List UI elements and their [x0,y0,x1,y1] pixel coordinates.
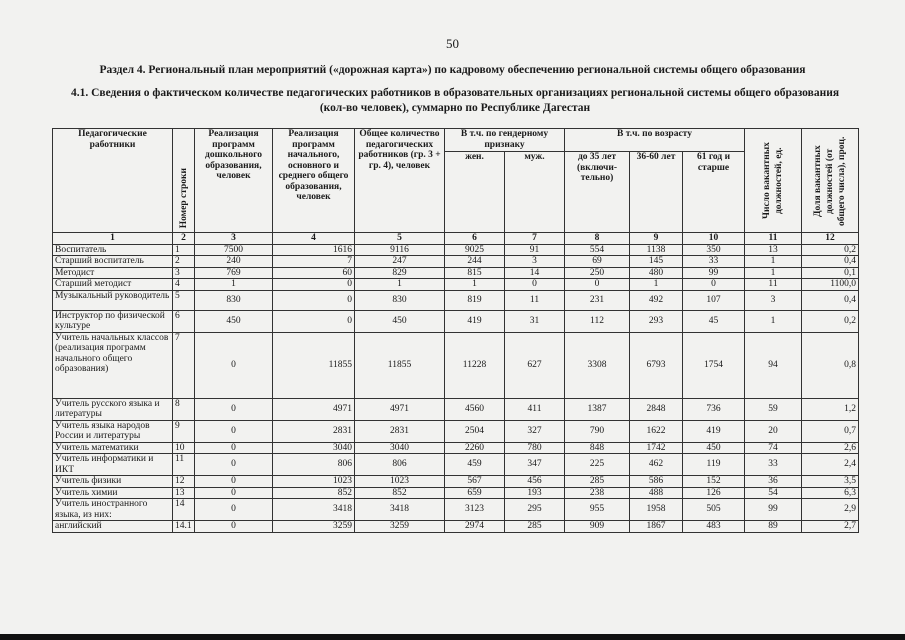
vacancies-cell: 20 [745,420,802,442]
female-cell: 819 [445,290,505,310]
vacancies-cell: 1 [745,267,802,279]
age-61plus-cell: 483 [683,521,745,533]
table-row [53,290,859,310]
age-under35-cell: 909 [565,521,630,533]
col-num: 6 [445,233,505,245]
age-36-60-cell: 6793 [630,332,683,398]
table-row [53,442,859,454]
header-male: муж. [505,152,565,233]
general-cell: 0 [273,310,355,332]
table-row [53,256,859,268]
age-61plus-cell: 45 [683,310,745,332]
age-36-60-cell: 1 [630,279,683,291]
row-name-cell: Методист [53,267,173,279]
row-name-cell: Учитель начальных классов (реализация программ начального общего образования) [53,332,173,398]
row-number-cell: 14.1 [173,521,195,533]
vacancy-share-cell: 0,2 [802,244,859,256]
total-cell: 11855 [355,332,445,398]
vacancy-share-cell: 2,4 [802,454,859,476]
row-name-cell: Учитель русского языка и литературы [53,398,173,420]
female-cell: 459 [445,454,505,476]
row-number-cell: 3 [173,267,195,279]
row-name-cell: Учитель иностранного языка, из них: [53,499,173,521]
female-cell: 3123 [445,499,505,521]
table-row [53,332,859,398]
female-cell: 815 [445,267,505,279]
vacancies-cell: 74 [745,442,802,454]
age-under35-cell: 231 [565,290,630,310]
col-num: 11 [745,233,802,245]
age-36-60-cell: 1742 [630,442,683,454]
table-row [53,267,859,279]
row-name-cell: Старший воспитатель [53,256,173,268]
age-61plus-cell: 419 [683,420,745,442]
row-number-cell: 6 [173,310,195,332]
col-num: 2 [173,233,195,245]
row-name-cell: Воспитатель [53,244,173,256]
age-under35-cell: 554 [565,244,630,256]
preschool-cell: 830 [195,290,273,310]
row-number-cell: 2 [173,256,195,268]
vacancy-share-cell: 1100,0 [802,279,859,291]
table-row [53,279,859,291]
row-number-cell: 9 [173,420,195,442]
table-title-line2: (кол-во человек), суммарно по Республике Дагестан [319,102,591,114]
table-row [53,398,859,420]
male-cell: 14 [505,267,565,279]
preschool-cell: 0 [195,332,273,398]
total-cell: 829 [355,267,445,279]
general-cell: 2831 [273,420,355,442]
col-num: 1 [53,233,173,245]
header-total: Общее количество педагогических работников (гр. 3 + гр. 4), человек [355,129,445,233]
col-num: 7 [505,233,565,245]
female-cell: 244 [445,256,505,268]
vacancy-share-cell: 0,1 [802,267,859,279]
general-cell: 11855 [273,332,355,398]
vacancies-cell: 33 [745,454,802,476]
male-cell: 327 [505,420,565,442]
row-number-cell: 5 [173,290,195,310]
row-number-cell: 10 [173,442,195,454]
preschool-cell: 0 [195,499,273,521]
total-cell: 852 [355,487,445,499]
total-cell: 450 [355,310,445,332]
row-number-cell: 7 [173,332,195,398]
age-61plus-cell: 736 [683,398,745,420]
male-cell: 456 [505,476,565,488]
vacancy-share-cell: 3,5 [802,476,859,488]
female-cell: 659 [445,487,505,499]
general-cell: 806 [273,454,355,476]
col-num: 10 [683,233,745,245]
age-36-60-cell: 1867 [630,521,683,533]
table-title-line1: 4.1. Сведения о фактическом количестве педагогических работников в образовательных организациях региональной системы общего образования [70,87,840,99]
age-36-60-cell: 492 [630,290,683,310]
table-row [53,521,859,533]
preschool-cell: 0 [195,476,273,488]
preschool-cell: 0 [195,442,273,454]
header-gender: В т.ч. по гендерному признаку [445,129,565,152]
male-cell: 780 [505,442,565,454]
female-cell: 4560 [445,398,505,420]
table-title [40,86,870,116]
header-age-61plus: 61 год и старше [683,152,745,233]
general-cell: 1023 [273,476,355,488]
female-cell: 9025 [445,244,505,256]
table-body [53,244,859,532]
preschool-cell: 0 [195,487,273,499]
row-number-cell: 12 [173,476,195,488]
table-row [53,454,859,476]
male-cell: 295 [505,499,565,521]
vacancies-cell: 94 [745,332,802,398]
row-number-cell: 8 [173,398,195,420]
header-preschool: Реализация программ дошкольного образования, человек [195,129,273,233]
age-36-60-cell: 145 [630,256,683,268]
vacancy-share-cell: 0,2 [802,310,859,332]
col-num: 4 [273,233,355,245]
age-under35-cell: 69 [565,256,630,268]
row-name-cell: Учитель информатики и ИКТ [53,454,173,476]
preschool-cell: 0 [195,454,273,476]
total-cell: 247 [355,256,445,268]
female-cell: 11228 [445,332,505,398]
age-under35-cell: 848 [565,442,630,454]
age-36-60-cell: 1958 [630,499,683,521]
age-under35-cell: 3308 [565,332,630,398]
age-36-60-cell: 480 [630,267,683,279]
vacancy-share-cell: 0,4 [802,290,859,310]
total-cell: 2831 [355,420,445,442]
general-cell: 60 [273,267,355,279]
preschool-cell: 1 [195,279,273,291]
col-num: 9 [630,233,683,245]
age-under35-cell: 238 [565,487,630,499]
age-under35-cell: 225 [565,454,630,476]
header-age-under35: до 35 лет (включи-тельно) [565,152,630,233]
age-61plus-cell: 152 [683,476,745,488]
general-cell: 7 [273,256,355,268]
row-number-cell: 4 [173,279,195,291]
age-61plus-cell: 107 [683,290,745,310]
vacancies-cell: 99 [745,499,802,521]
general-cell: 3418 [273,499,355,521]
female-cell: 419 [445,310,505,332]
male-cell: 11 [505,290,565,310]
header-general: Реализация программ начального, основного и среднего общего образования, человек [273,129,355,233]
header-vacancy-share: Доля вакантных должностей (от общего числа), проц. [802,129,859,233]
total-cell: 1 [355,279,445,291]
vacancy-share-cell: 2,9 [802,499,859,521]
vacancy-share-cell: 2,7 [802,521,859,533]
preschool-cell: 769 [195,267,273,279]
age-under35-cell: 250 [565,267,630,279]
preschool-cell: 240 [195,256,273,268]
preschool-cell: 0 [195,398,273,420]
age-36-60-cell: 586 [630,476,683,488]
age-36-60-cell: 1622 [630,420,683,442]
age-61plus-cell: 505 [683,499,745,521]
preschool-cell: 0 [195,521,273,533]
vacancies-cell: 54 [745,487,802,499]
total-cell: 3259 [355,521,445,533]
male-cell: 347 [505,454,565,476]
female-cell: 567 [445,476,505,488]
row-name-cell: Учитель языка народов России и литературы [53,420,173,442]
vacancies-cell: 89 [745,521,802,533]
preschool-cell: 0 [195,420,273,442]
section-title: Раздел 4. Региональный план мероприятий («дорожная карта») по кадровому обеспечению региональной системы общего образования [99,64,806,76]
age-under35-cell: 0 [565,279,630,291]
row-number-cell: 14 [173,499,195,521]
age-61plus-cell: 1754 [683,332,745,398]
row-name-cell: Учитель физики [53,476,173,488]
header-age-36-60: 36-60 лет [630,152,683,233]
male-cell: 91 [505,244,565,256]
vacancies-cell: 13 [745,244,802,256]
total-cell: 3418 [355,499,445,521]
vacancies-cell: 1 [745,256,802,268]
male-cell: 193 [505,487,565,499]
age-61plus-cell: 0 [683,279,745,291]
general-cell: 1616 [273,244,355,256]
row-name-cell: Старший методист [53,279,173,291]
header-teachers: Педагогические работники [53,129,173,233]
table-row [53,487,859,499]
total-cell: 830 [355,290,445,310]
total-cell: 806 [355,454,445,476]
vacancy-share-cell: 0,8 [802,332,859,398]
age-36-60-cell: 1138 [630,244,683,256]
vacancies-cell: 59 [745,398,802,420]
age-61plus-cell: 450 [683,442,745,454]
general-cell: 852 [273,487,355,499]
header-by-age: В т.ч. по возрасту [565,129,745,152]
total-cell: 9116 [355,244,445,256]
age-61plus-cell: 119 [683,454,745,476]
age-61plus-cell: 33 [683,256,745,268]
row-number-cell: 1 [173,244,195,256]
male-cell: 0 [505,279,565,291]
column-number-row [53,233,859,245]
male-cell: 627 [505,332,565,398]
row-name-cell: Учитель химии [53,487,173,499]
vacancies-cell: 11 [745,279,802,291]
male-cell: 31 [505,310,565,332]
table-row [53,420,859,442]
age-under35-cell: 112 [565,310,630,332]
age-36-60-cell: 462 [630,454,683,476]
vacancies-cell: 1 [745,310,802,332]
general-cell: 4971 [273,398,355,420]
scan-edge [0,634,905,640]
col-num: 3 [195,233,273,245]
table-row [53,476,859,488]
table-row [53,499,859,521]
row-name-cell: Учитель математики [53,442,173,454]
age-under35-cell: 790 [565,420,630,442]
age-36-60-cell: 2848 [630,398,683,420]
general-cell: 0 [273,279,355,291]
male-cell: 411 [505,398,565,420]
header-row-number: Номер строки [173,129,195,233]
age-under35-cell: 1387 [565,398,630,420]
age-under35-cell: 285 [565,476,630,488]
age-36-60-cell: 293 [630,310,683,332]
vacancy-share-cell: 0,7 [802,420,859,442]
col-num: 5 [355,233,445,245]
table-row [53,310,859,332]
age-61plus-cell: 126 [683,487,745,499]
vacancies-cell: 3 [745,290,802,310]
row-name-cell: Музыкальный руководитель [53,290,173,310]
vacancy-share-cell: 2,6 [802,442,859,454]
female-cell: 2504 [445,420,505,442]
age-under35-cell: 955 [565,499,630,521]
total-cell: 4971 [355,398,445,420]
female-cell: 1 [445,279,505,291]
vacancy-share-cell: 6,3 [802,487,859,499]
male-cell: 3 [505,256,565,268]
general-cell: 0 [273,290,355,310]
page-number: 50 [446,36,459,51]
vacancy-share-cell: 0,4 [802,256,859,268]
male-cell: 285 [505,521,565,533]
age-61plus-cell: 99 [683,267,745,279]
general-cell: 3259 [273,521,355,533]
preschool-cell: 7500 [195,244,273,256]
header-vacancies: Число вакантных должностей, ед. [745,129,802,233]
vacancy-share-cell: 1,2 [802,398,859,420]
age-36-60-cell: 488 [630,487,683,499]
staff-table [52,128,859,533]
col-num: 12 [802,233,859,245]
table-row [53,244,859,256]
vacancies-cell: 36 [745,476,802,488]
age-61plus-cell: 350 [683,244,745,256]
row-name-cell: Инструктор по физической культуре [53,310,173,332]
row-number-cell: 13 [173,487,195,499]
header-female: жен. [445,152,505,233]
general-cell: 3040 [273,442,355,454]
preschool-cell: 450 [195,310,273,332]
row-number-cell: 11 [173,454,195,476]
total-cell: 1023 [355,476,445,488]
female-cell: 2974 [445,521,505,533]
total-cell: 3040 [355,442,445,454]
female-cell: 2260 [445,442,505,454]
col-num: 8 [565,233,630,245]
row-name-cell: английский [53,521,173,533]
